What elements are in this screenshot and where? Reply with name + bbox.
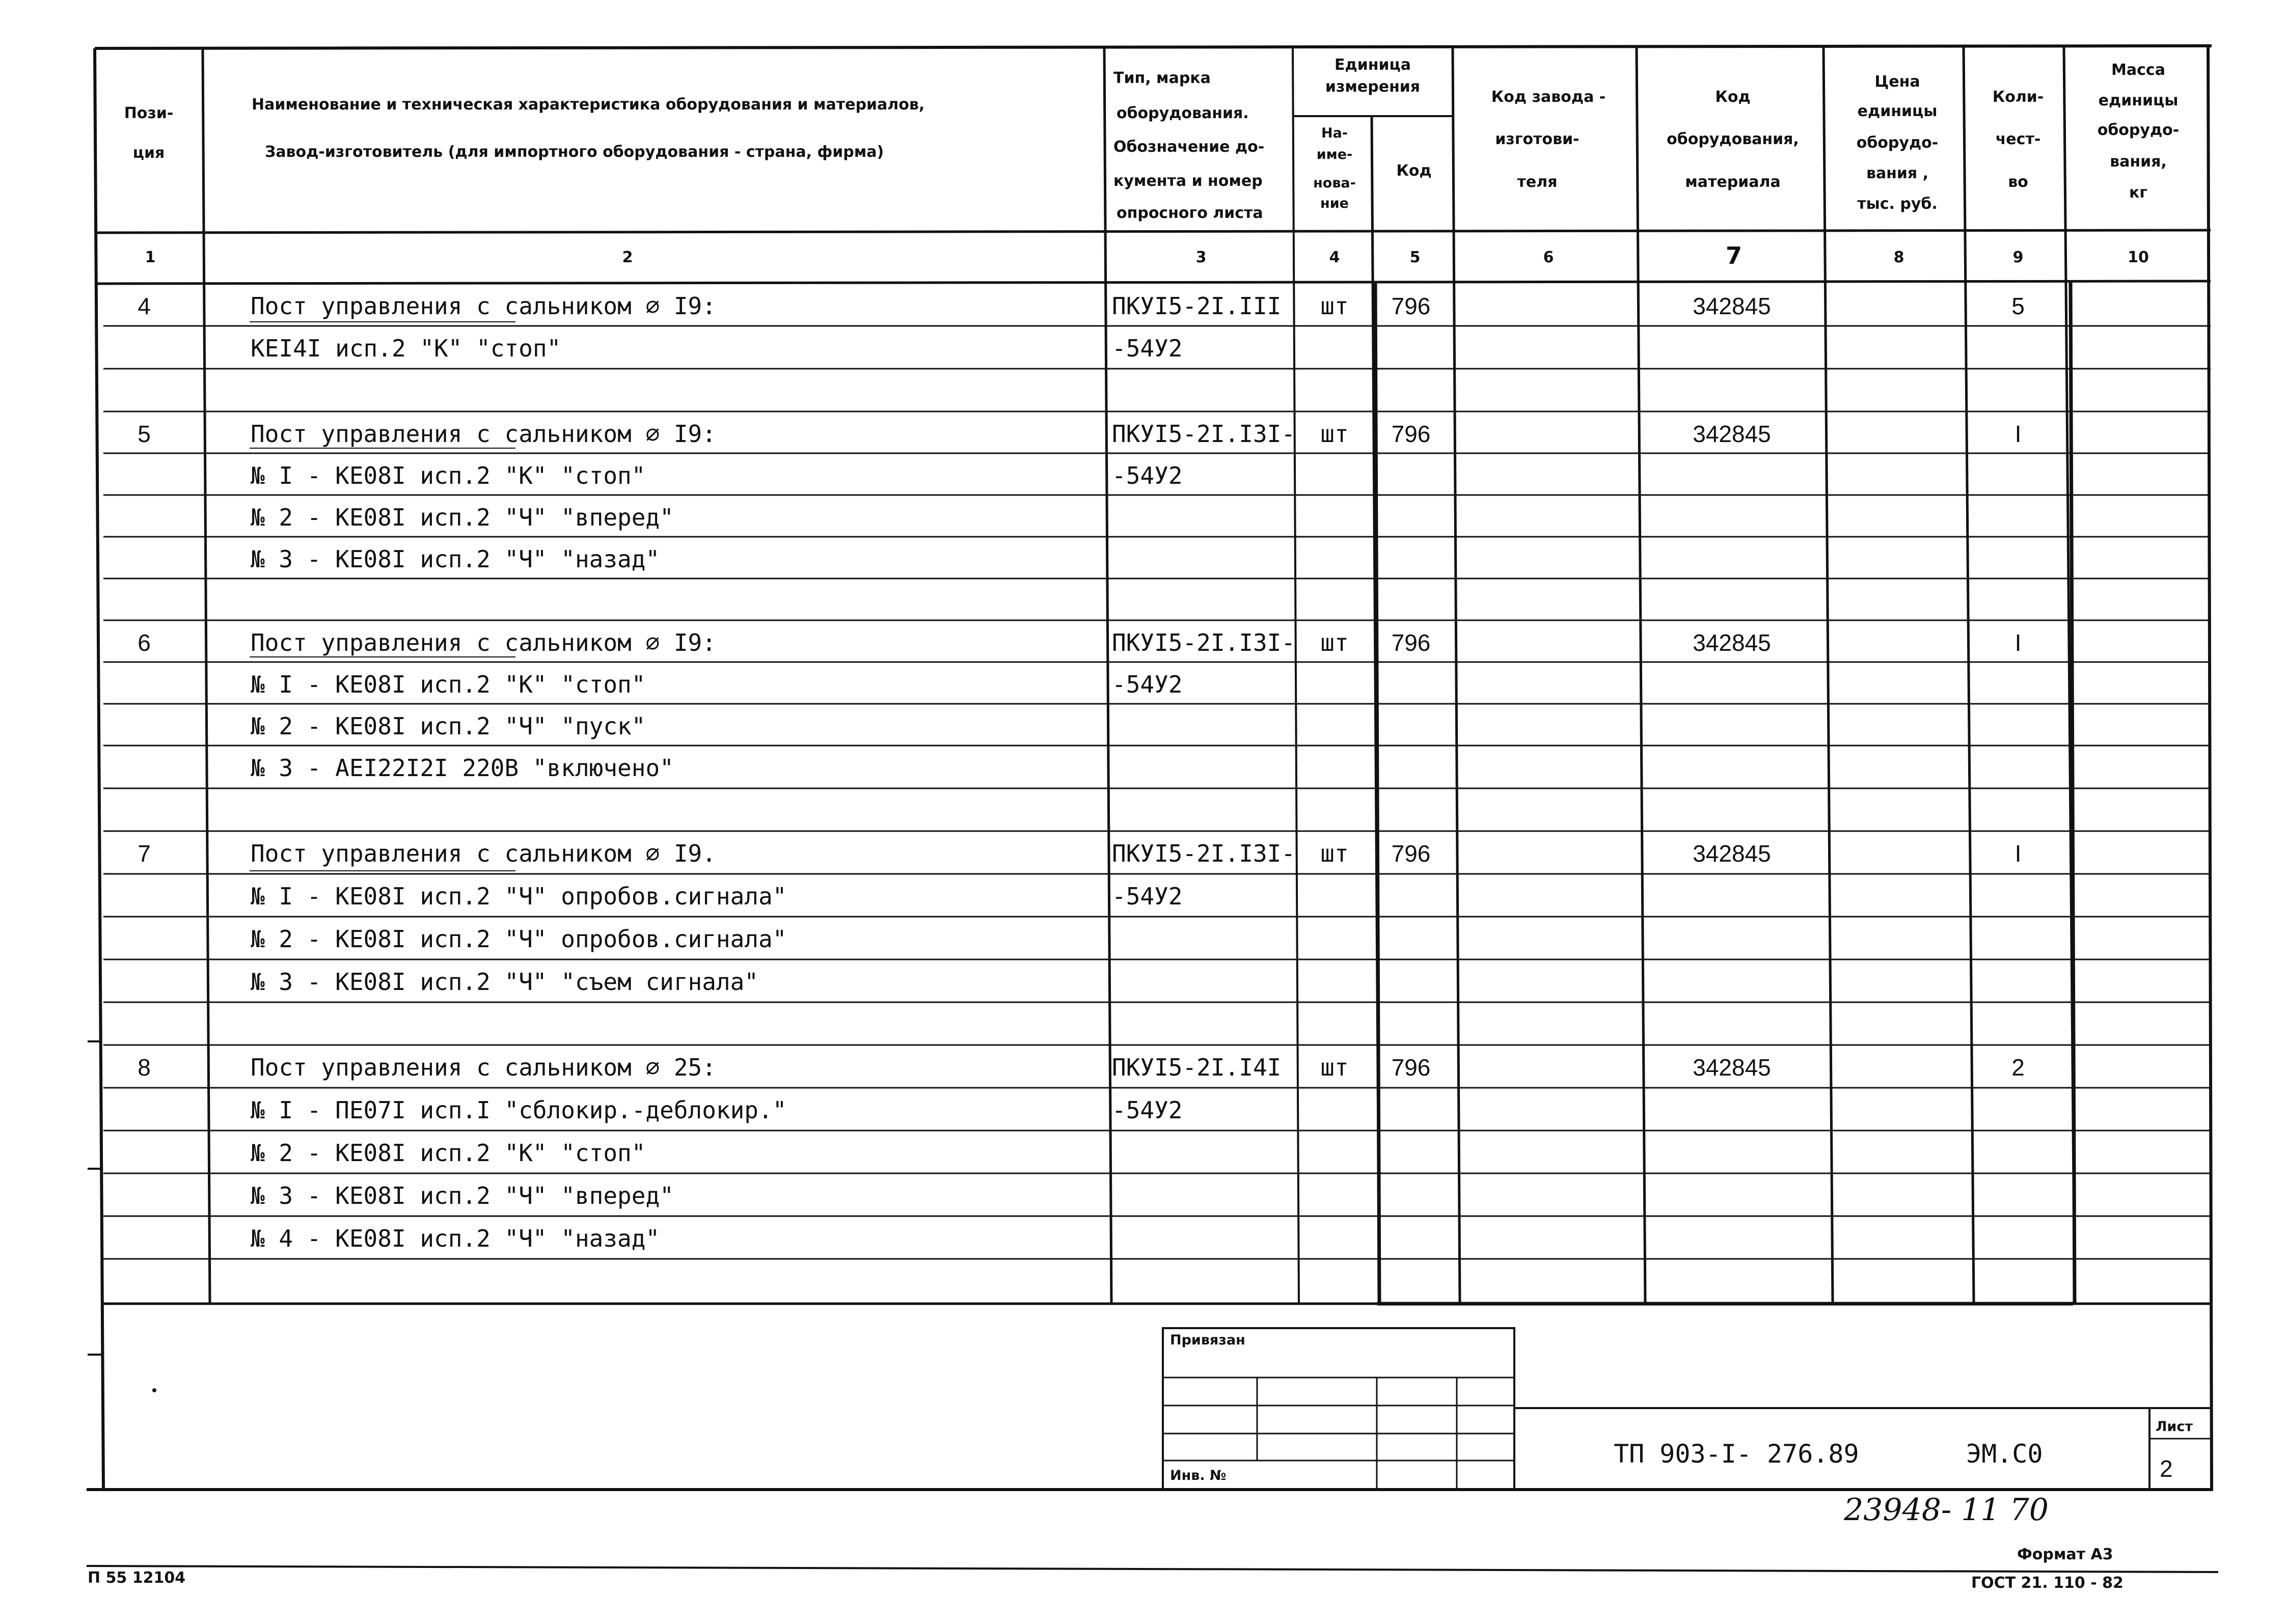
col8-head-line1: Цена [1874,73,1920,91]
cell-position: 5 [138,421,151,447]
table-row [251,1096,1182,1124]
cell-type: -54У2 [1112,462,1183,489]
cell-quantity: I [2015,840,2022,867]
cell-name: № I - ПЕ07I исп.I "сблокир.-деблокир." [251,1096,787,1124]
cell-name: Пост управления с сальником ⌀ 25: [251,1054,716,1081]
cell-type: ПКУI5-2I.I3I- [1112,420,1296,448]
column-number-2: 2 [622,249,633,266]
cell-quantity: I [2015,421,2022,447]
format-label: Формат А3 [2017,1546,2113,1563]
col8-head-line3: оборудо- [1856,134,1939,152]
inventory-number-label: Инв. № [1170,1468,1227,1483]
col6-head-line1: Код завода - [1491,88,1606,106]
cell-position: 6 [138,629,151,656]
col5-head: Код [1396,162,1432,180]
column-number-6: 6 [1543,249,1554,266]
col10-head-line3: оборудо- [2097,121,2180,139]
column-number-1: 1 [145,249,156,266]
cell-position: 7 [138,840,151,867]
cell-name: № 2 - КЕ08I исп.2 "Ч" опробов.сигнала" [251,925,787,953]
cell-name: № 3 - КЕ08I исп.2 "Ч" "назад" [251,545,660,573]
unit-head-line1: Единица [1335,56,1411,74]
table-row [138,292,2025,320]
col4-head-line3: нова- [1313,175,1356,191]
cell-unit: шт [1320,840,1349,867]
col3-head-line3: Обозначение до- [1113,138,1265,156]
col3-head-line2: оборудования. [1117,104,1249,122]
cell-quantity: 5 [2011,293,2025,319]
cell-unit: шт [1320,292,1349,320]
cell-type: ПКУI5-2I.I4I [1112,1054,1282,1081]
col3-head-line1: Тип, марка [1113,69,1211,87]
table-row [251,671,1182,698]
col6-head-line3: теля [1517,173,1558,191]
table-row [251,754,674,782]
col8-head-line5: тыс. руб. [1857,195,1938,213]
table-row [138,629,2021,656]
handwritten-number: 23948- 11 70 [1844,1492,2049,1528]
cell-unit-code: 796 [1391,293,1431,319]
cell-position: 4 [138,293,151,319]
cell-name: Пост управления с сальником ⌀ I9: [251,292,716,320]
cell-name: Пост управления с сальником ⌀ I9: [251,420,716,448]
table-row [138,840,2021,867]
cell-name: № 3 - АЕI22I2I 220В "включено" [251,754,674,782]
cell-material-code: 342845 [1693,421,1771,447]
col3-head-line4: кумента и номер [1113,172,1263,190]
table-row [251,335,1182,362]
cell-quantity: 2 [2011,1054,2025,1081]
col9-head-line2: чест- [1995,130,2041,148]
table-row [251,545,660,573]
table-row [138,1054,2025,1081]
col8-head-line4: вания , [1866,164,1929,182]
column-number-9: 9 [2012,249,2024,266]
table-body [138,292,2025,1252]
cell-unit: шт [1320,1054,1349,1081]
column-number-8: 8 [1893,249,1904,266]
cell-name: КЕI4I исп.2 "К" "стоп" [251,335,561,362]
cell-type: -54У2 [1112,883,1183,910]
gost-label: ГОСТ 21. 110 - 82 [1971,1574,2124,1592]
cell-unit: шт [1320,420,1349,448]
col10-head-line1: Масса [2111,61,2165,79]
cell-position: 8 [138,1054,151,1081]
left-code: П 55 12104 [88,1569,186,1587]
cell-unit-code: 796 [1391,1054,1431,1081]
cell-name: № I - КЕ08I исп.2 "Ч" опробов.сигнала" [251,883,787,910]
col3-head-line5: опросного листа [1117,204,1263,222]
document-mark: ЭМ.С0 [1966,1439,2043,1469]
column-numbers [145,242,2149,269]
table-row [251,968,758,996]
col4-head-line1: На- [1321,125,1348,141]
cell-type: -54У2 [1112,335,1183,362]
table-row [251,462,1182,489]
table-row [138,420,2021,448]
cell-name: № I - КЕ08I исп.2 "К" "стоп" [251,462,646,489]
col4-head-line2: име- [1316,147,1353,162]
table-row [251,712,645,740]
cell-type: -54У2 [1112,671,1183,698]
col10-head-line2: единицы [2098,92,2179,109]
header [124,56,2180,222]
cell-material-code: 342845 [1693,1054,1771,1081]
cell-unit: шт [1320,629,1349,656]
cell-type: ПКУI5-2I.I3I- [1112,840,1296,867]
table-row [251,1139,645,1167]
column-number-7: 7 [1725,242,1743,269]
table-row [251,1225,660,1252]
speck-mark [152,1388,156,1392]
cell-name: № 2 - КЕ08I исп.2 "Ч" "вперед" [251,504,674,531]
col7-head-line3: материала [1685,173,1781,191]
col1-head-line1: Пози- [124,104,174,122]
column-number-5: 5 [1409,249,1421,266]
col7-head-line2: оборудования, [1667,130,1799,148]
cell-unit-code: 796 [1391,840,1431,867]
cell-type: ПКУI5-2I.I3I- [1112,629,1296,656]
footer-rules [87,1566,2218,1572]
cell-type: ПКУI5-2I.III [1112,292,1282,320]
col1-head-line2: ция [132,144,165,162]
privyazan-label: Привязан [1170,1332,1245,1348]
cell-name: № 3 - КЕ08I исп.2 "Ч" "съем сигнала" [251,968,758,996]
table-row [251,1182,674,1209]
col8-head-line2: единицы [1857,102,1938,120]
cell-name: № I - КЕ08I исп.2 "К" "стоп" [251,671,646,698]
cell-type: -54У2 [1112,1096,1183,1124]
col4-head-line4: ние [1320,196,1349,211]
cell-name: № 4 - КЕ08I исп.2 "Ч" "назад" [251,1225,660,1252]
col10-head-line5: кг [2129,184,2148,202]
col9-head-line1: Коли- [1992,88,2044,106]
cell-name: Пост управления с сальником ⌀ I9: [251,629,716,656]
col6-head-line2: изготови- [1495,130,1580,148]
cell-name: № 2 - КЕ08I исп.2 "К" "стоп" [251,1139,646,1167]
cell-material-code: 342845 [1693,293,1771,319]
cell-unit-code: 796 [1391,421,1431,447]
cell-material-code: 342845 [1693,840,1771,867]
cell-material-code: 342845 [1693,629,1771,656]
sheet-label: Лист [2156,1419,2193,1435]
cell-name: Пост управления с сальником ⌀ I9. [251,840,716,867]
table-row [251,925,786,953]
document-code: ТП 903-I- 276.89 [1614,1439,1859,1469]
sheet-number: 2 [2160,1455,2173,1482]
cell-name: № 2 - КЕ08I исп.2 "Ч" "пуск" [251,712,646,740]
table-row [251,883,1182,910]
column-number-10: 10 [2128,249,2149,266]
cell-name: № 3 - КЕ08I исп.2 "Ч" "вперед" [251,1182,674,1209]
unit-head-line2: измерения [1325,78,1421,96]
column-number-3: 3 [1195,249,1207,266]
column-number-4: 4 [1329,249,1340,266]
col2-head-line2: Завод-изготовитель (для импортного оборудования - страна, фирма) [265,143,884,161]
cell-unit-code: 796 [1391,629,1431,656]
table-row [251,504,674,531]
cell-quantity: I [2015,629,2022,656]
col7-head-line1: Код [1715,88,1751,106]
col9-head-line3: во [2008,173,2028,191]
col10-head-line4: вания, [2110,153,2167,171]
col2-head-line1: Наименование и техническая характеристика оборудования и материалов, [252,96,925,114]
